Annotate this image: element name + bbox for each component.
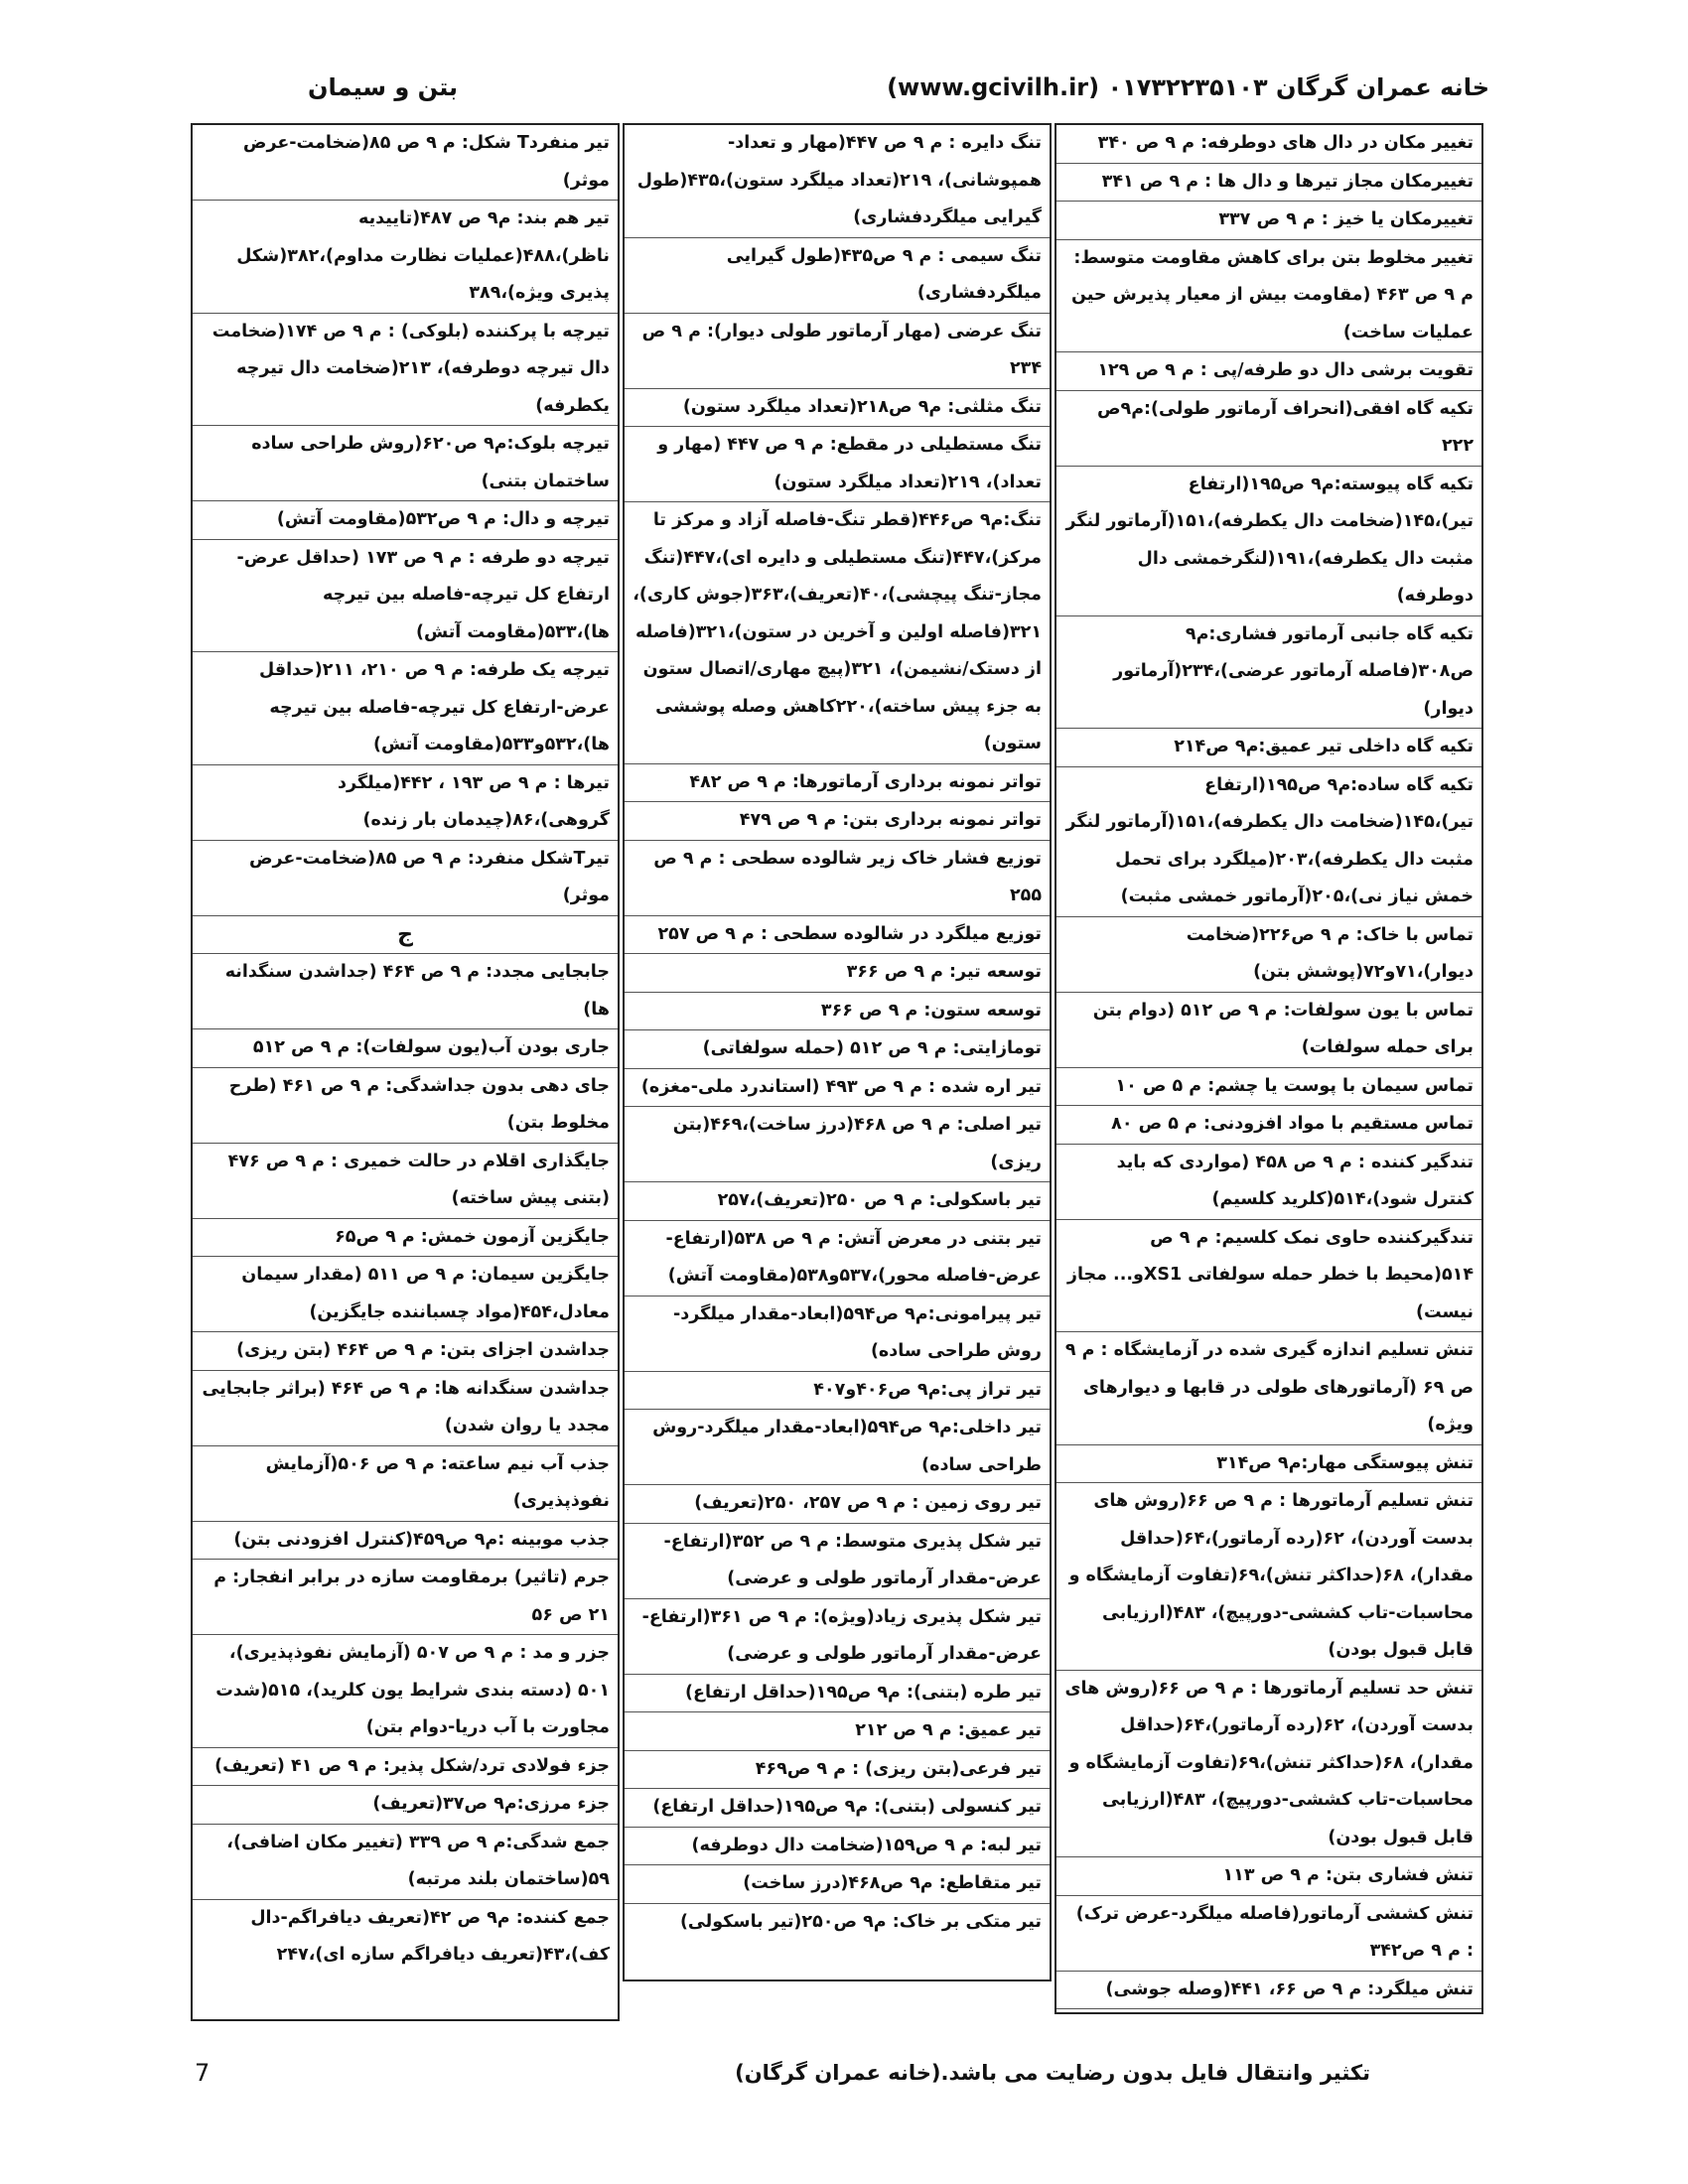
index-entry: تیر کنسولی (بتنی): م۹ ص۱۹۵(حداقل ارتفاع) xyxy=(625,1789,1050,1828)
index-entry: تیر تراز پی:م۹ ص۴۰۶و۴۰۷ xyxy=(625,1372,1050,1411)
index-entry: تنگ سیمی : م ۹ ص۴۳۵(طول گیرایی میلگردفشاری) xyxy=(625,238,1050,314)
index-entry: تماس مستقیم با مواد افزودنی: م ۵ ص ۸۰ xyxy=(1056,1106,1481,1145)
index-entry: تیرچه یک طرفه: م ۹ ص ۲۱۰، ۲۱۱(حداقل عرض-ارتفاع کل تیرچه-فاصله بین تیرچه ها)،۵۳۲و۵۳۳(مقاومت آتش) xyxy=(193,652,618,765)
index-entry: جزء فولادی ترد/شکل پذیر: م ۹ ص ۴۱ (تعریف) xyxy=(193,1748,618,1787)
index-entry: تماس سیمان با پوست یا چشم: م ۵ ص ۱۰ xyxy=(1056,1068,1481,1107)
page-number: 7 xyxy=(195,2059,211,2087)
index-entry: تیر متکی بر خاک: م۹ ص۲۵۰(تیر باسکولی) xyxy=(679,1911,1042,1932)
index-entry: تیر اصلی: م ۹ ص ۴۶۸(درز ساخت)،۴۶۹(بتن ریزی) xyxy=(625,1107,1050,1182)
index-entry: تغییر مکان در دال های دوطرفه: م ۹ ص ۳۴۰ xyxy=(1056,125,1481,164)
index-entry: تیر روی زمین : م ۹ ص ۲۵۷، ۲۵۰(تعریف) xyxy=(625,1485,1050,1524)
index-entry: توزیع میلگرد در شالوده سطحی : م ۹ ص ۲۵۷ xyxy=(625,916,1050,955)
index-entry: تنش پیوستگی مهار:م۹ ص۳۱۴ xyxy=(1056,1445,1481,1484)
index-entry: تواتر نمونه برداری آرماتورها: م ۹ ص ۴۸۲ xyxy=(625,764,1050,803)
copyright-note: تکثیر وانتقال فایل بدون رضایت می باشد.(خانه عمران گرگان) xyxy=(735,2061,1370,2085)
index-entry xyxy=(1056,2009,1481,2014)
page-footer xyxy=(189,2059,1489,2099)
index-entry: تیر پیرامونی:م۹ ص۵۹۴(ابعاد-مقدار میلگرد-روش طراحی ساده) xyxy=(625,1297,1050,1372)
index-entry: تیر هم بند: م۹ ص ۴۸۷(تاییدیه ناظر)،۴۸۸(عملیات نظارت مداوم)،۳۸۲(شکل پذیری ویژه)،۳۸۹ xyxy=(193,201,618,314)
index-entry: تیر لبه: م ۹ ص۱۵۹(ضخامت دال دوطرفه) xyxy=(625,1828,1050,1866)
index-entry: تنش فشاری بتن: م ۹ ص ۱۱۳ xyxy=(1056,1857,1481,1896)
index-entry: تیر فرعی(بتن ریزی) : م ۹ ص۴۶۹ xyxy=(625,1751,1050,1790)
index-entry: تغییرمکان مجاز تیرها و دال ها : م ۹ ص ۳۴۱ xyxy=(1056,164,1481,203)
index-entry: جداشدن اجزای بتن: م ۹ ص ۴۶۴ (بتن ریزی) xyxy=(193,1332,618,1371)
index-entry: تیر شکل پذیری زیاد(ویژه): م ۹ ص ۳۶۱(ارتفاع-عرض-مقدار آرماتور طولی و عرضی) xyxy=(625,1599,1050,1675)
index-entry: جایگزین سیمان: م ۹ ص ۵۱۱ (مقدار سیمان معادل،۴۵۴(مواد چسباننده جایگزین) xyxy=(193,1257,618,1332)
index-entry: تنش حد تسلیم آرماتورها : م ۹ ص ۶۶(روش های بدست آوردن)، ۶۲(رده آرماتور)،۶۴(حداقل مقدار)، ۶۸(حداکثر تنش)،۶۹(تفاوت آزمایشگاه و محاسبات-تاب کششی-دورپیچ)، ۴۸۳(ارزیابی قابل قبول بودن) xyxy=(1056,1671,1481,1858)
index-entry: تنگ عرضی (مهار آرماتور طولی دیوار): م ۹ ص ۲۳۴ xyxy=(625,314,1050,389)
index-entry: تیرچه بلوک:م۹ ص۶۲۰(روش طراحی ساده ساختمان بتنی) xyxy=(193,426,618,501)
letter-heading: ج xyxy=(193,916,618,955)
index-entry: جرم (تاثیر) برمقاومت سازه در برابر انفجار: م ۲۱ ص ۵۶ xyxy=(193,1560,618,1635)
index-entry: توسعه ستون: م ۹ ص ۳۶۶ xyxy=(625,993,1050,1031)
index-entry: تقویت برشی دال دو طرفه/پی : م ۹ ص ۱۲۹ xyxy=(1056,352,1481,391)
index-entry: جای دهی بدون جداشدگی: م ۹ ص ۴۶۱ (طرح مخلوط بتن) xyxy=(193,1068,618,1144)
index-column-right xyxy=(1055,123,1483,2014)
index-entry: جذب موبینه :م۹ ص۴۵۹(کنترل افزودنی بتن) xyxy=(193,1522,618,1561)
index-entry: تندگیر کننده : م ۹ ص ۴۵۸ (مواردی که باید کنترل شود)،۵۱۴(کلرید کلسیم) xyxy=(1056,1145,1481,1220)
index-entry: تنگ مثلثی: م۹ ص۲۱۸(تعداد میلگرد ستون) xyxy=(625,389,1050,428)
index-entry: تیر باسکولی: م ۹ ص ۲۵۰(تعریف)،۲۵۷ xyxy=(625,1182,1050,1221)
index-entry: جمع کننده: م۹ ص ۴۲(تعریف دیافراگم-دال کف)،۴۳(تعریف دیافراگم سازه ای)،۲۴۷ xyxy=(250,1907,610,1965)
index-entry: جاری بودن آب(یون سولفات): م ۹ ص ۵۱۲ xyxy=(193,1029,618,1068)
index-entry: تیر بتنی در معرض آتش: م ۹ ص ۵۳۸(ارتفاع-عرض-فاصله محور)،۵۳۷و۵۳۸(مقاومت آتش) xyxy=(625,1221,1050,1297)
index-entry: تنش کششی آرماتور(فاصله میلگرد-عرض ترک) : م ۹ ص۳۴۲ xyxy=(1056,1896,1481,1972)
index-entry: تیر منفردT شکل: م ۹ ص ۸۵(ضخامت-عرض موثر) xyxy=(193,125,618,201)
index-entry: تنش میلگرد: م ۹ ص ۶۶، ۴۴۱(وصله جوشی) xyxy=(1056,1972,1481,2010)
index-entry: تغییر مخلوط بتن برای کاهش مقاومت متوسط: م ۹ ص ۴۶۳ (مقاومت بیش از معیار پذیرش حین عملیات ساخت) xyxy=(1056,240,1481,353)
index-entry: تنش تسلیم آرماتورها : م ۹ ص ۶۶(روش های بدست آوردن)، ۶۲(رده آرماتور)،۶۴(حداقل مقدار)، ۶۸(حداکثر تنش)،۶۹(تفاوت آزمایشگاه و محاسبات-تاب کششی-دورپیچ)، ۴۸۳(ارزیابی قابل قبول بودن) xyxy=(1056,1483,1481,1671)
index-entry: تیر شکل پذیری متوسط: م ۹ ص ۳۵۲(ارتفاع-عرض-مقدار آرماتور طولی و عرضی) xyxy=(625,1524,1050,1599)
index-entry: تکیه گاه افقی(انحراف آرماتور طولی):م۹ص ۲۲۲ xyxy=(1056,391,1481,467)
index-entry: تکیه گاه داخلی تیر عمیق:م۹ ص۲۱۴ xyxy=(1056,729,1481,767)
index-entry: تیر اره شده : م ۹ ص ۴۹۳ (استاندرد ملی-مغزه) xyxy=(625,1069,1050,1108)
index-entry: تنش تسلیم اندازه گیری شده در آزمایشگاه : م ۹ ص ۶۹ (آرماتورهای طولی در قابها و دیوارهای ویژه) xyxy=(1056,1332,1481,1445)
index-column-middle xyxy=(623,123,1052,1981)
index-entry: تنگ:م۹ ص۴۴۶(قطر تنگ-فاصله آزاد و مرکز تا مرکز)،۴۴۷(تنگ مستطیلی و دایره ای)،۴۴۷(تنگ مجاز-تنگ پیچشی)،۴۰(تعریف)،۳۶۳(جوش کاری)، ۳۲۱(فاصله اولین و آخرین در ستون)،۳۲۱(فاصله از دستک/نشیمن)، ۳۲۱(پیچ مهاری/اتصال ستون به جزء پیش ساخته)،۲۲۰کاهش وصله پوششی ستون) xyxy=(625,502,1050,764)
index-entry: جداشدن سنگدانه ها: م ۹ ص ۴۶۴ (براثر جابجایی مجدد یا روان شدن) xyxy=(193,1371,618,1446)
index-entry: تیر داخلی:م۹ ص۵۹۴(ابعاد-مقدار میلگرد-روش طراحی ساده) xyxy=(625,1410,1050,1485)
page-header xyxy=(189,73,1489,113)
index-entry: تیرچه دو طرفه : م ۹ ص ۱۷۳ (حداقل عرض-ارتفاع کل تیرچه-فاصله بین تیرچه ها)،۵۳۳(مقاومت آتش) xyxy=(193,540,618,653)
index-entry: جابجایی مجدد: م ۹ ص ۴۶۴ (جداشدن سنگدانه ها) xyxy=(193,954,618,1029)
index-entry: تنگ دایره : م ۹ ص ۴۴۷(مهار و تعداد-همپوشانی)، ۲۱۹(تعداد میلگرد ستون)،۴۳۵(طول گیرایی میلگردفشاری) xyxy=(625,125,1050,238)
index-column-left xyxy=(191,123,620,2021)
index-entry: تکیه گاه ساده:م۹ ص۱۹۵(ارتفاع تیر)،۱۴۵(ضخامت دال یکطرفه)،۱۵۱(آرماتور لنگر مثبت دال یکطرفه)،۲۰۳(میلگرد برای تحمل خمش نیاز نی)،۲۰۵(آرماتور خمشی مثبت) xyxy=(1056,767,1481,917)
index-entry: تومازایتی: م ۹ ص ۵۱۲ (حمله سولفاتی) xyxy=(625,1030,1050,1069)
index-entry: جمع شدگی:م ۹ ص ۳۳۹ (تغییر مکان اضافی)، ۵۹(ساختمان بلند مرتبه) xyxy=(193,1825,618,1900)
index-entry: تنگ مستطیلی در مقطع: م ۹ ص ۴۴۷ (مهار و تعداد)، ۲۱۹(تعداد میلگرد ستون) xyxy=(625,427,1050,502)
index-entry: جذب آب نیم ساعته: م ۹ ص ۵۰۶(آزمایش نفوذپذیری) xyxy=(193,1446,618,1522)
index-entry: تکیه گاه پیوسته:م۹ ص۱۹۵(ارتفاع تیر)،۱۴۵(ضخامت دال یکطرفه)،۱۵۱(آرماتور لنگر مثبت دال یکطرفه)،۱۹۱(لنگرخمشی دال دوطرفه) xyxy=(1056,467,1481,616)
index-entry: تغییرمکان یا خیز : م ۹ ص ۳۳۷ xyxy=(1056,202,1481,240)
index-entry: توسعه تیر: م ۹ ص ۳۶۶ xyxy=(625,954,1050,993)
index-entry: تیر عمیق: م ۹ ص ۲۱۲ xyxy=(625,1712,1050,1751)
index-entry: توزیع فشار خاک زیر شالوده سطحی : م ۹ ص ۲۵۵ xyxy=(625,841,1050,916)
index-entry: تواتر نمونه برداری بتن: م ۹ ص ۴۷۹ xyxy=(625,802,1050,841)
site-header-title: خانه عمران گرگان ۰۱۷۳۲۲۳۵۱۰۳ (www.gcivilh.ir) xyxy=(887,73,1489,101)
index-entry: تیر متقاطع: م۹ ص۴۶۸(درز ساخت) xyxy=(625,1865,1050,1904)
index-entry: تکیه گاه جانبی آرماتور فشاری:م۹ ص۳۰۸(فاصله آرماتور عرضی)،۲۳۴(آرماتور دیوار) xyxy=(1056,616,1481,730)
index-entry: جزر و مد : م ۹ ص ۵۰۷ (آزمایش نفوذپذیری)، ۵۰۱ (دسته بندی شرایط یون کلرید)، ۵۱۵(شدت مجاورت با آب دریا-دوام بتن) xyxy=(193,1635,618,1748)
section-title: بتن و سیمان xyxy=(308,73,459,101)
index-entry: تماس با یون سولفات: م ۹ ص ۵۱۲ (دوام بتن برای حمله سولفات) xyxy=(1056,993,1481,1068)
index-entry: تماس با خاک: م ۹ ص۲۲۶(ضخامت دیوار)،۷۱و۷۲(پوشش بتن) xyxy=(1056,917,1481,993)
index-entry: جایگذاری اقلام در حالت خمیری : م ۹ ص ۴۷۶ (بتنی پیش ساخته) xyxy=(193,1144,618,1219)
index-entry: تیرTشکل منفرد: م ۹ ص ۸۵(ضخامت-عرض موثر) xyxy=(193,841,618,916)
index-entry: تیرچه و دال: م ۹ ص۵۳۲(مقاومت آتش) xyxy=(193,501,618,540)
index-entry: تیرها : م ۹ ص ۱۹۳ ، ۴۴۲(میلگرد گروهی)،۸۶(چیدمان بار زنده) xyxy=(193,765,618,841)
index-table xyxy=(191,123,1487,2021)
index-entry: تیر طره (بتنی): م۹ ص۱۹۵(حداقل ارتفاع) xyxy=(625,1675,1050,1713)
index-entry: جزء مرزی:م۹ ص۳۷(تعریف) xyxy=(193,1786,618,1825)
index-entry: تیرچه با پرکننده (بلوکی) : م ۹ ص ۱۷۴(ضخامت دال تیرچه دوطرفه)، ۲۱۳(ضخامت دال تیرچه یکطرفه) xyxy=(193,314,618,427)
index-entry: تندگیرکننده حاوی نمک کلسیم: م ۹ ص ۵۱۴(محیط با خطر حمله سولفاتی XS1و... مجاز نیست) xyxy=(1056,1220,1481,1333)
index-entry: جایگزین آزمون خمش: م ۹ ص۶۵ xyxy=(193,1219,618,1258)
